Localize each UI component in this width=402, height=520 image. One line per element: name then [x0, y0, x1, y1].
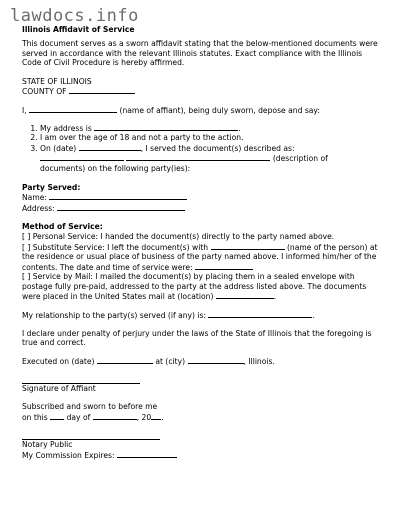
county-blank	[69, 86, 135, 94]
executed-city-label: at (city)	[155, 356, 186, 366]
address-label: My address is	[40, 123, 92, 133]
intro-paragraph: This document serves as a sworn affidavit stating that the below-mentioned documents were served in accordance with the relevant Illinois statutes. Exact compliance with the Illinois Code of Civil Procedure is hereby affirmed.	[22, 39, 378, 68]
affiant-line	[22, 105, 380, 116]
commission-label: My Commission Expires:	[22, 450, 115, 460]
substitute-text-a: [ ] Substitute Service: I left the document(s) with	[22, 242, 209, 252]
year-blank	[151, 412, 164, 422]
mail-text: [ ] Service by Mail: I mailed the document(s) by placing them in a sealed envelope with postage fully pre-paid, addressed to the party at the address listed above. The documents were placed in the United States mail at (location)	[22, 272, 367, 302]
month-blank	[93, 412, 137, 420]
served-text: , I served the document(s) described as:	[140, 143, 295, 153]
document-title: Illinois Affidavit of Service	[22, 25, 135, 34]
commission-line	[22, 450, 380, 461]
party-address-line	[22, 203, 380, 214]
notary-label: Notary Public	[22, 440, 73, 450]
affiant-name-blank	[29, 105, 117, 113]
relationship-blank	[208, 310, 312, 318]
relationship-label: My relationship to the party(s) served (if any) is:	[22, 311, 207, 321]
document-body	[22, 25, 380, 460]
description-line	[22, 153, 380, 164]
party-address-blank	[57, 203, 185, 211]
affidavit-items	[22, 123, 380, 154]
relationship-line: My relationship to the party(s) served (if any) is: .	[22, 311, 315, 321]
service-date-blank	[79, 143, 141, 151]
party-served-heading: Party Served:	[22, 182, 81, 192]
description-blank-2	[126, 153, 270, 161]
description-label: (description of	[272, 154, 328, 164]
year-suffix: .	[161, 412, 164, 422]
affiant-prefix: I,	[22, 105, 27, 115]
subscribed-date-line	[22, 412, 380, 423]
substitute-service	[22, 242, 380, 273]
substitute-text-c: person) at the residence or usual place of business of the party named above. I informed him/her of the contents. The date and time of service were:	[22, 242, 378, 272]
on-date-label: On (date)	[40, 143, 77, 153]
affiant-suffix: (name of affiant), being duly sworn, depose and say:	[119, 105, 320, 115]
watermark: lawdocs.info	[10, 6, 139, 26]
substitute-person-blank	[211, 242, 285, 250]
party-address-label: Address:	[22, 203, 55, 213]
day-of-label: day of	[66, 412, 91, 422]
list-item: 2. I am over the age of 18 and not a party to the action.	[40, 133, 380, 143]
executed-city-blank	[188, 356, 244, 364]
on-this-label: on this	[22, 412, 48, 422]
executed-prefix: Executed on (date)	[22, 356, 95, 366]
state-line: STATE OF ILLINOIS	[22, 76, 92, 86]
year-prefix: , 20	[136, 412, 152, 422]
day-blank	[50, 412, 64, 420]
executed-date-blank	[97, 356, 153, 364]
party-name-line	[22, 192, 380, 203]
mail-location-blank	[216, 291, 274, 299]
executed-line	[22, 356, 380, 367]
declaration-paragraph: I declare under penalty of perjury under the laws of the State of Illinois that the foregoing is true and correct.	[22, 328, 372, 348]
commission-blank	[117, 450, 177, 458]
substitute-datetime-blank	[195, 262, 253, 270]
personal-service: [ ] Personal Service: I handed the document(s) directly to the party named above.	[22, 231, 335, 241]
list-item	[40, 143, 380, 154]
substitute-text-b: (name of the	[286, 242, 337, 252]
party-name-label: Name:	[22, 193, 47, 203]
party-name-blank	[49, 192, 187, 200]
county-line	[22, 86, 380, 97]
signature-label: Signature of Affiant	[22, 384, 96, 394]
address-blank	[94, 123, 238, 131]
mail-service: [ ] Service by Mail: I mailed the document(s) by placing them in a sealed envelope with postage fully pre-paid, addressed to the party at the address listed above. The documents were placed in the United States mail at (location) .	[22, 272, 367, 302]
subscribed-line: Subscribed and sworn to before me	[22, 402, 158, 412]
county-label: COUNTY OF	[22, 87, 67, 97]
method-heading: Method of Service:	[22, 222, 103, 232]
executed-suffix: , Illinois.	[243, 356, 275, 366]
description-blank-1	[40, 153, 124, 161]
description-continued: documents) on the following party(ies):	[40, 163, 191, 173]
list-item: 1. My address is .	[40, 123, 380, 134]
